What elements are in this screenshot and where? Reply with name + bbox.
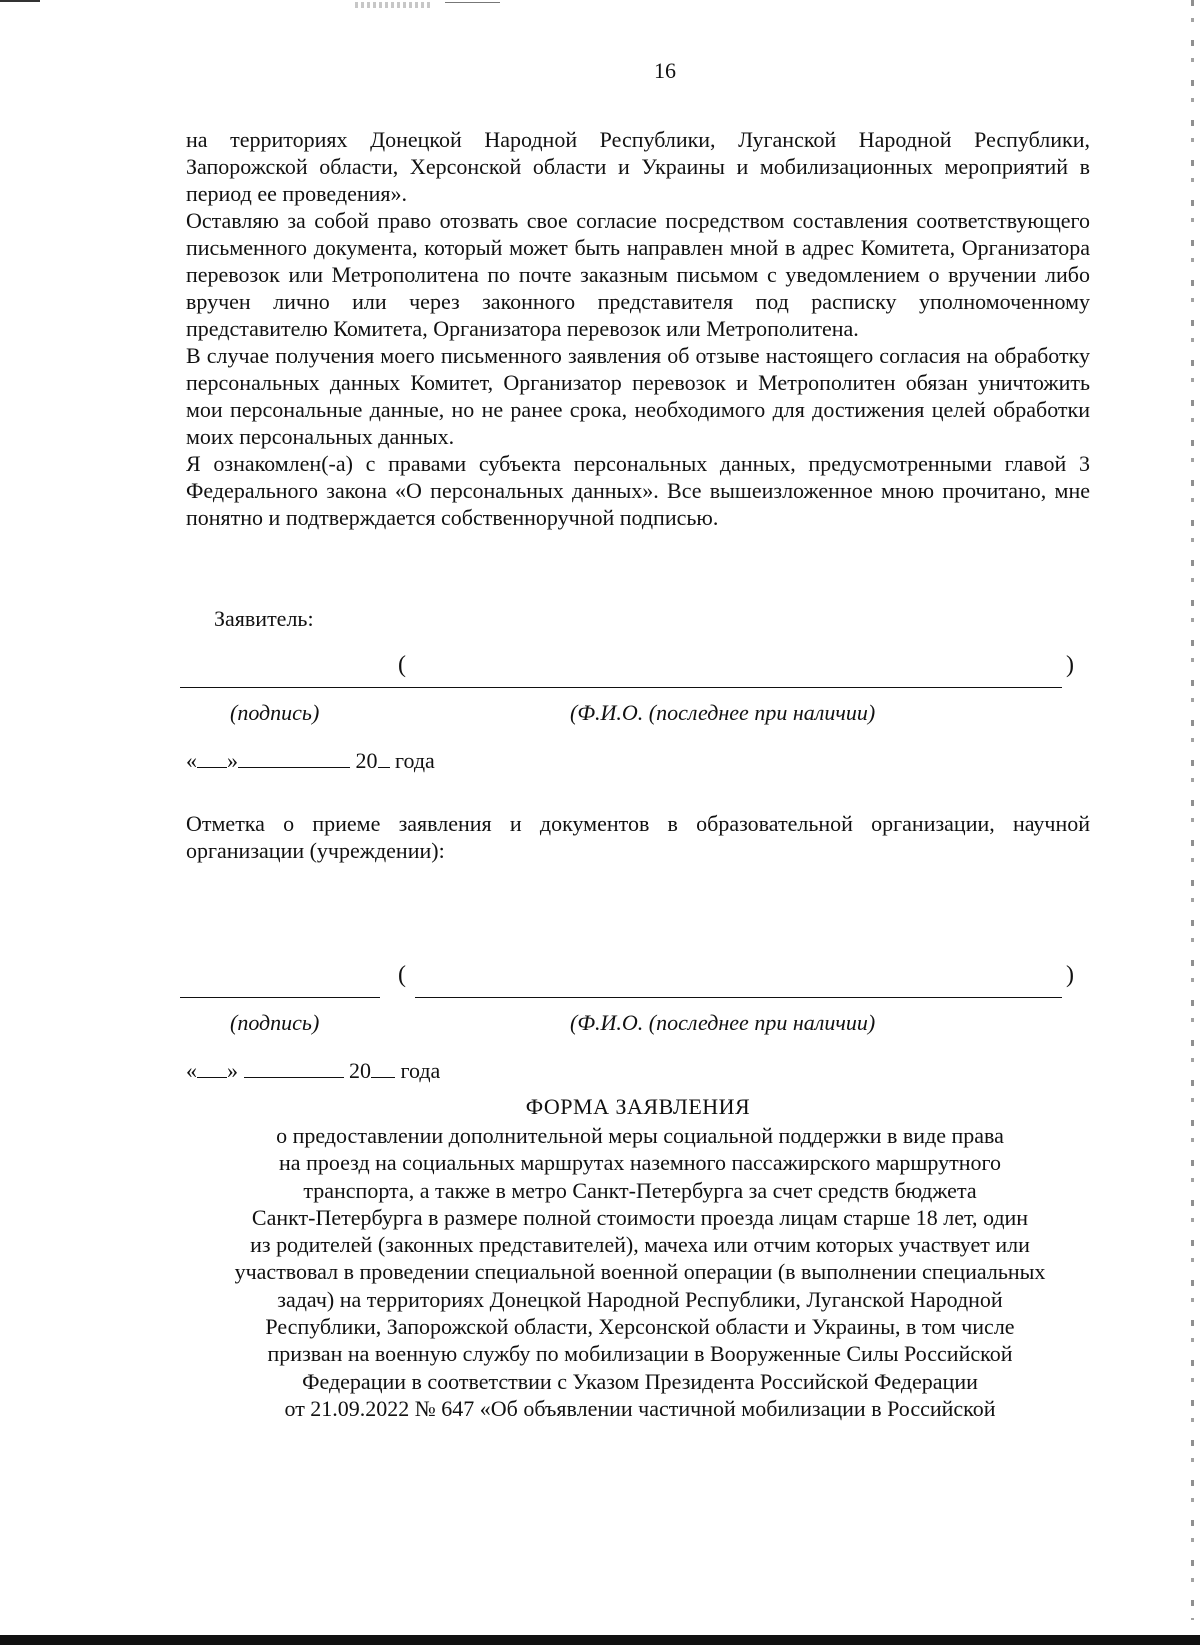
reception-mark-text: Отметка о приеме заявления и документов в образовательной организации, научной организации (учреждении): — [186, 811, 1090, 863]
paragraph-acknowledgement: Я ознакомлен(-а) с правами субъекта персональных данных, предусмотренными главой 3 Федерального закона «О персональных данных». Все вышеизложенное мною прочитано, мне понятно и подтверждается собственноручной подписью. — [186, 451, 1090, 530]
applicant-signature-line[interactable] — [180, 687, 1062, 688]
reception-date-close-quote: » — [227, 1058, 238, 1083]
applicant-date-open-quote: « — [186, 748, 197, 773]
reception-year-suffix: года — [400, 1058, 441, 1083]
form-subtitle-line: задач) на территориях Донецкой Народной Республики, Луганской Народной — [277, 1286, 1003, 1312]
applicant-year-suffix: года — [395, 748, 435, 773]
form-subtitle-line: из родителей (законных представителей), мачеха или отчим которых участвует или — [250, 1232, 1030, 1258]
reception-name-line[interactable] — [415, 997, 1062, 998]
form-title: ФОРМА ЗАЯВЛЕНИЯ — [525, 1094, 751, 1119]
applicant-year-prefix: 20 — [355, 748, 378, 773]
reception-day-blank[interactable] — [197, 1059, 227, 1078]
reception-month-blank[interactable] — [244, 1059, 344, 1078]
scan-artifact-bottom-bar — [0, 1635, 1200, 1645]
scan-artifact-top-mark — [445, 2, 500, 3]
form-subtitle-line: Федерации в соответствии с Указом Президента Российской Федерации — [302, 1368, 978, 1394]
form-subtitle-line: Санкт-Петербурга в размере полной стоимости проезда лицам старше 18 лет, один — [251, 1204, 1029, 1230]
reception-name-open-paren: ( — [398, 962, 406, 988]
consent-text-block — [186, 126, 1090, 531]
reception-name-close-paren: ) — [1066, 962, 1074, 988]
applicant-signature-caption: (подпись) — [230, 700, 320, 725]
applicant-date-line — [186, 748, 435, 774]
paragraph-data-destruction: В случае получения моего письменного заявления об отзыве настоящего согласия на обработку персональных данных Комитет, Организатор перевозок и Метрополитен обязан уничтожить мои персональные данные, но не ранее срока, необходимого для достижения целей обработки моих персональных данных. — [186, 343, 1090, 449]
applicant-name-caption: (Ф.И.О. (последнее при наличии) — [570, 700, 876, 725]
form-subtitle-line: Республики, Запорожской области, Херсонской области и Украины, в том числе — [265, 1314, 1015, 1340]
form-subtitle-line: призван на военную службу по мобилизации в Вооруженные Силы Российской — [267, 1341, 1013, 1367]
form-subtitle-line: транспорта, а также в метро Санкт-Петербурга за счет средств бюджета — [303, 1177, 977, 1203]
scan-artifact-right-edge — [1191, 0, 1194, 1620]
applicant-year-blank[interactable] — [378, 749, 390, 768]
reception-year-prefix: 20 — [349, 1058, 371, 1083]
page-number: 16 — [654, 58, 676, 83]
form-subtitle-line: от 21.09.2022 № 647 «Об объявлении частичной мобилизации в Российской — [284, 1395, 996, 1421]
applicant-day-blank[interactable] — [197, 749, 227, 768]
scan-artifact-top-line — [0, 0, 40, 2]
reception-date-open-quote: « — [186, 1058, 197, 1083]
applicant-date-close-quote: » — [227, 748, 238, 773]
paragraph-withdrawal-right: Оставляю за собой право отозвать свое согласие посредством составления соответствующего письменного документа, который может быть направлен мной в адрес Комитета, Организатора перевозок или Метрополитена по почте заказным письмом с уведомлением о вручении либо вручен лично или через законного представителя под расписку уполномоченному представителю Комитета, Организатора перевозок или Метрополитена. — [186, 208, 1090, 341]
reception-year-blank[interactable] — [371, 1059, 395, 1078]
paragraph-continuation: на территориях Донецкой Народной Республики, Луганской Народной Республики, Запорожской области, Херсонской области и Украины и мобилизационных мероприятий в период ее проведения». — [186, 127, 1090, 206]
reception-date-line — [186, 1058, 440, 1084]
applicant-label: Заявитель: — [214, 606, 314, 631]
applicant-month-blank[interactable] — [238, 749, 350, 768]
form-subtitle-line: на проезд на социальных маршрутах наземного пассажирского маршрутного — [279, 1150, 1001, 1176]
reception-name-caption: (Ф.И.О. (последнее при наличии) — [570, 1010, 876, 1035]
reception-signature-caption: (подпись) — [230, 1010, 320, 1035]
applicant-name-close-paren: ) — [1066, 652, 1074, 678]
reception-signature-line[interactable] — [180, 997, 380, 998]
form-subtitle-line: о предоставлении дополнительной меры социальной поддержки в виде права — [276, 1123, 1004, 1148]
form-subtitle — [180, 1122, 1100, 1422]
applicant-name-open-paren: ( — [398, 652, 406, 678]
scan-artifact-top-smudge — [355, 2, 430, 8]
form-subtitle-line: участвовал в проведении специальной военной операции (в выполнении специальных — [234, 1259, 1046, 1285]
